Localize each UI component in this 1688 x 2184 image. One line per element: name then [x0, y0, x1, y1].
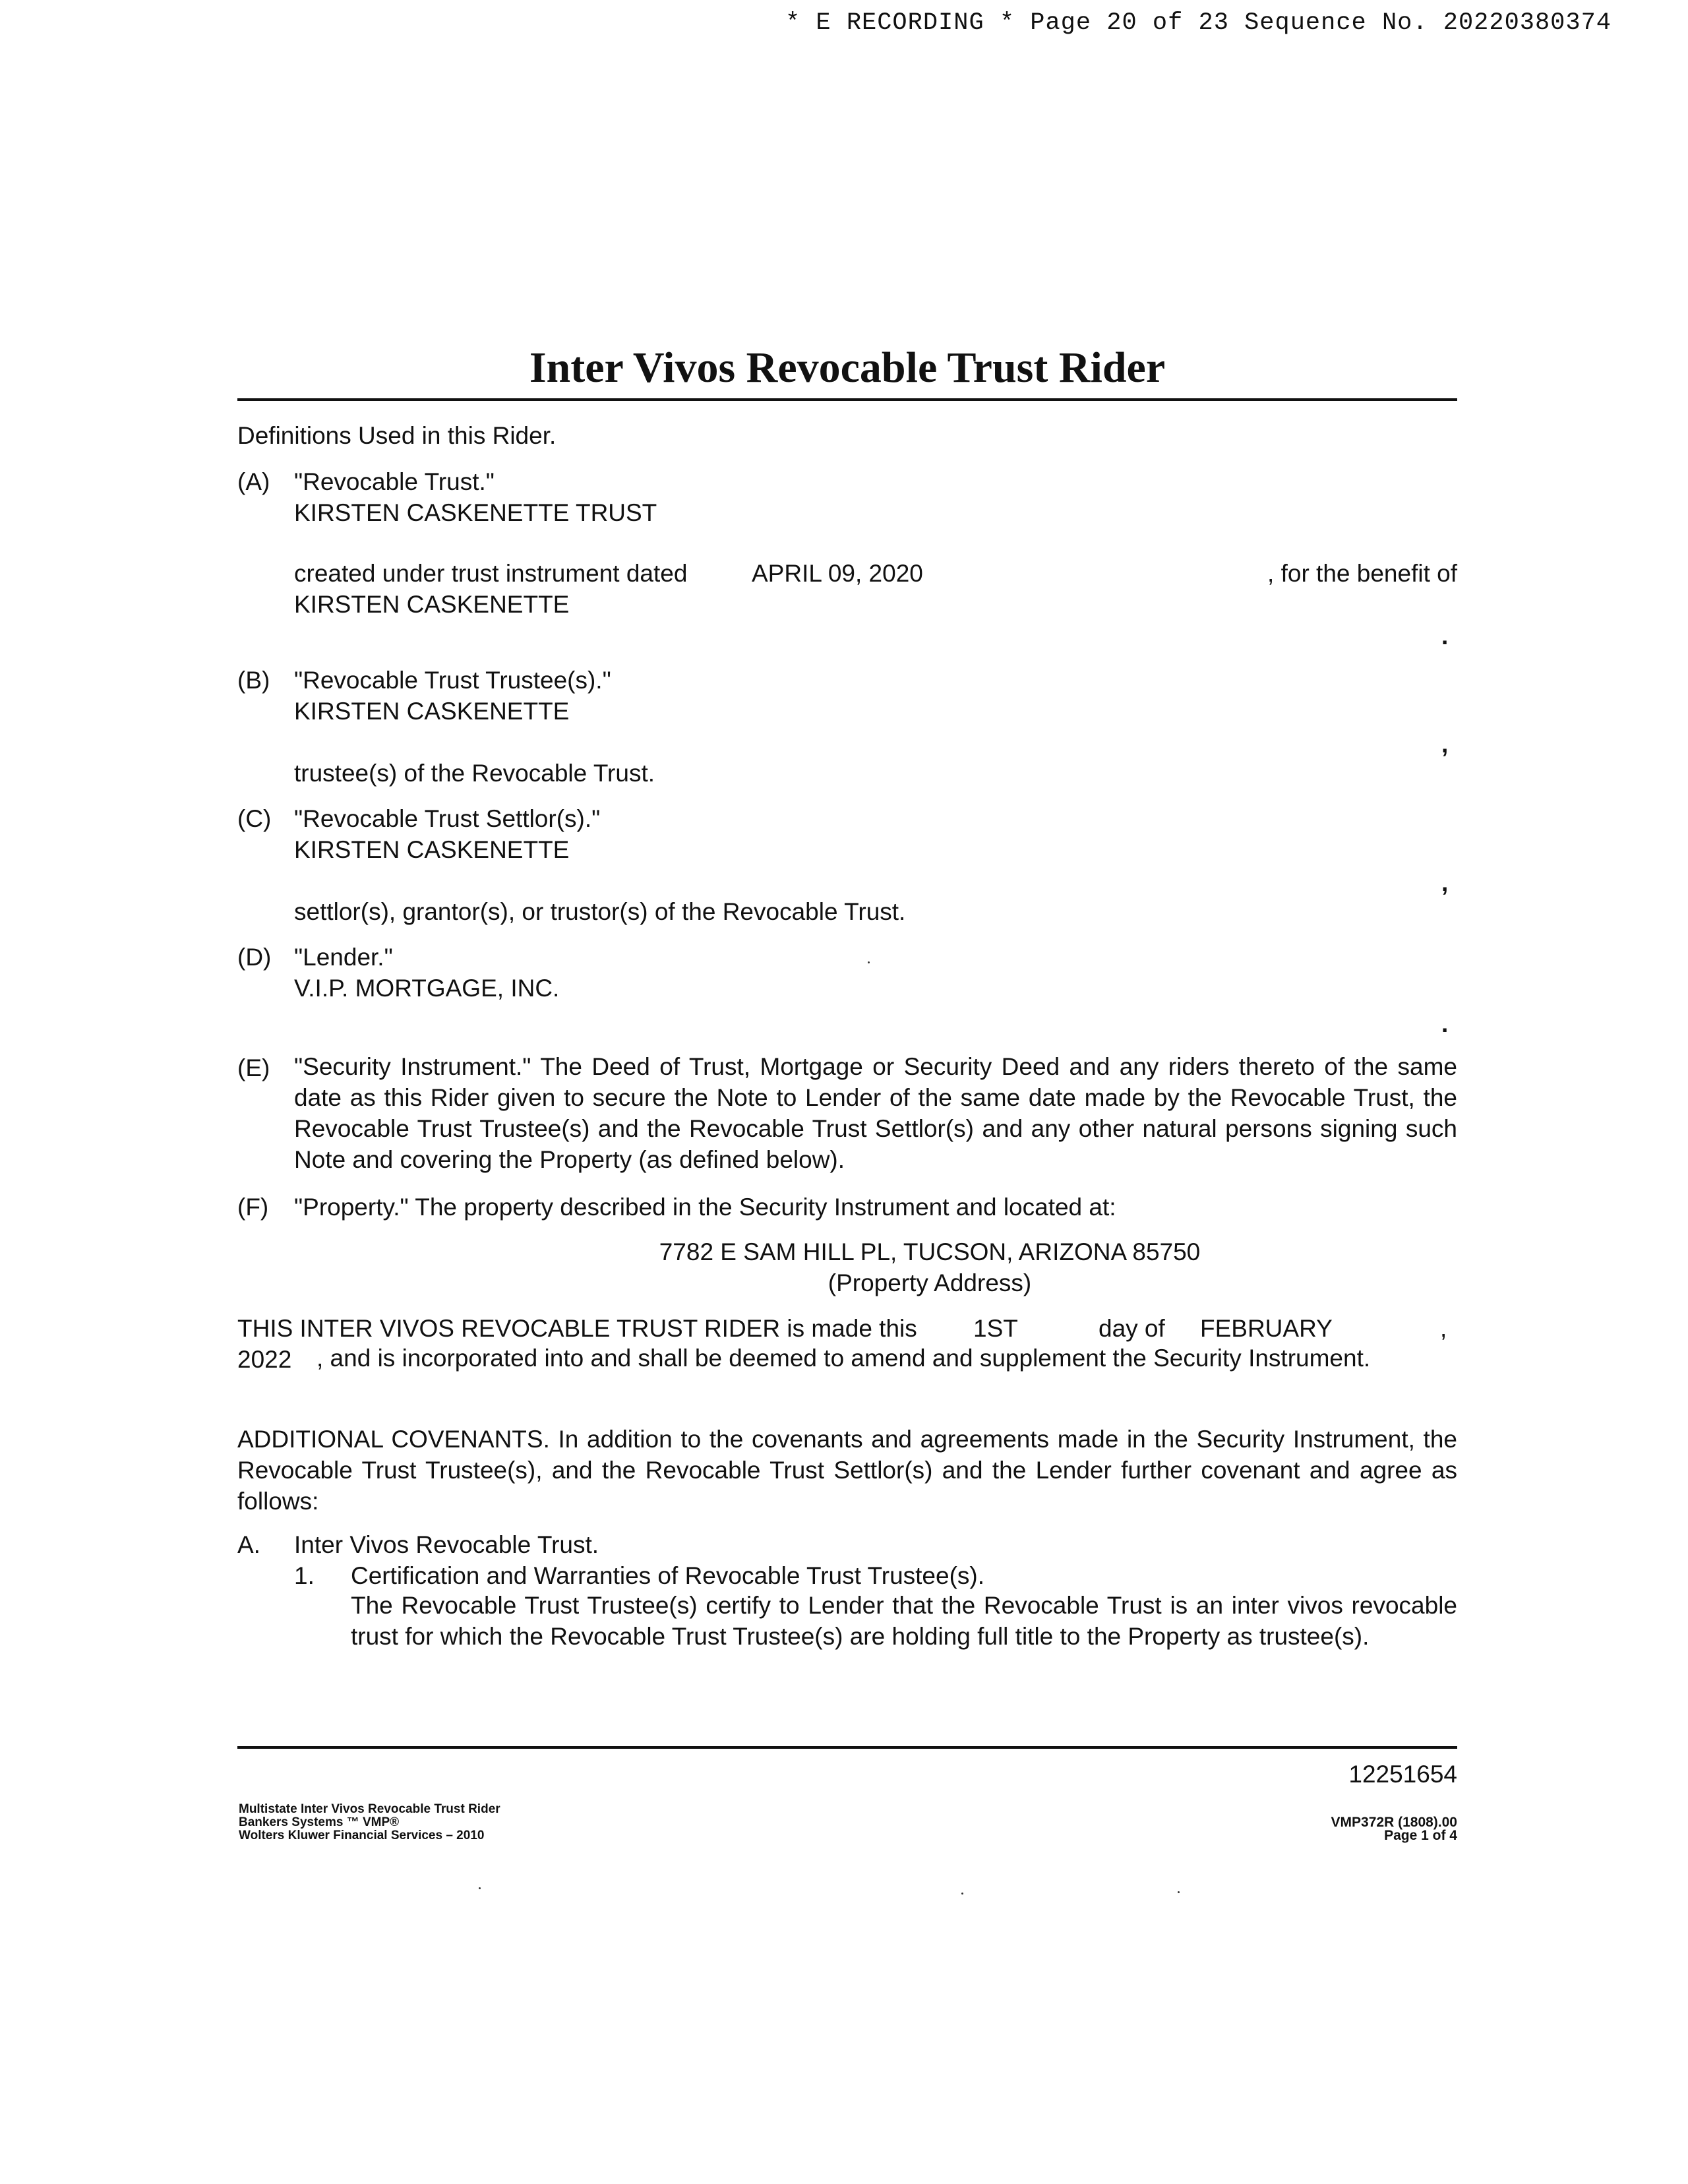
section-a-item-heading: Certification and Warranties of Revocable Trust Trustee(s). — [351, 1562, 985, 1589]
made-this-year: 2022 — [237, 1346, 292, 1373]
def-c-label: (C) — [237, 805, 272, 832]
scan-speck — [1178, 1891, 1180, 1893]
def-a-beneficiary: KIRSTEN CASKENETTE — [294, 591, 570, 618]
made-this-month: FEBRUARY — [1200, 1315, 1333, 1342]
def-a-period: . — [1441, 622, 1449, 650]
def-d-heading: "Lender." — [294, 944, 393, 971]
def-d-period: . — [1441, 1010, 1449, 1037]
made-this-lead: THIS INTER VIVOS REVOCABLE TRUST RIDER is made this — [237, 1315, 917, 1342]
def-b-label: (B) — [237, 667, 270, 694]
def-c-tail: settlor(s), grantor(s), or trustor(s) of the Revocable Trust. — [294, 898, 906, 925]
def-c-comma: , — [1441, 869, 1449, 896]
def-b-name: KIRSTEN CASKENETTE — [294, 698, 570, 725]
made-this-day: 1ST — [973, 1315, 1018, 1342]
scan-speck — [868, 961, 870, 963]
def-b-comma: , — [1441, 731, 1449, 758]
def-f-label: (F) — [237, 1194, 269, 1221]
footer-rule — [237, 1746, 1457, 1749]
made-this-day-of: day of — [1099, 1315, 1165, 1342]
scan-speck — [961, 1893, 963, 1895]
property-address-caption: (Property Address) — [828, 1269, 1032, 1296]
def-f-text: "Property." The property described in the Security Instrument and located at: — [294, 1194, 1116, 1221]
def-d-label: (D) — [237, 944, 272, 971]
def-b-tail: trustee(s) of the Revocable Trust. — [294, 760, 655, 787]
def-a-heading: "Revocable Trust." — [294, 468, 495, 495]
section-a-label: A. — [237, 1531, 260, 1558]
section-a-item-text: The Revocable Trust Trustee(s) certify to Lender that the Revocable Trust is an inter vivos revocable trust for which the Revocable Trust Trustee(s) are holding full title to the Property as trustee(s). — [351, 1592, 1457, 1650]
additional-covenants: ADDITIONAL COVENANTS. In addition to the covenants and agreements made in the Security Instrument, the Revocable Trust Trustee(s), and the Revocable Trust Settlor(s) and the Lender further covenant and agree as follows: — [237, 1426, 1457, 1515]
section-a-item-number: 1. — [294, 1562, 315, 1589]
page-number: Page 1 of 4 — [1384, 1828, 1457, 1843]
made-this-comma: , — [1440, 1315, 1447, 1342]
def-b-heading: "Revocable Trust Trustee(s)." — [294, 667, 611, 694]
def-a-date: APRIL 09, 2020 — [752, 560, 923, 587]
scan-speck — [479, 1887, 481, 1889]
def-c-heading: "Revocable Trust Settlor(s)." — [294, 805, 601, 832]
def-a-trust-name: KIRSTEN CASKENETTE TRUST — [294, 499, 657, 526]
def-a-created-text: created under trust instrument dated — [294, 560, 688, 587]
title-rule — [237, 398, 1457, 401]
loan-number: 12251654 — [1348, 1761, 1457, 1788]
def-d-name: V.I.P. MORTGAGE, INC. — [294, 975, 560, 1002]
form-publisher: Bankers Systems ™ VMP® — [239, 1815, 400, 1829]
recording-stamp: * E RECORDING * Page 20 of 23 Sequence No. 20220380374 — [785, 9, 1612, 37]
def-e-text: "Security Instrument." The Deed of Trust, Mortgage or Security Deed and any riders thereto of the same date as this Rider given to secure the Note to Lender of the same date made by the Revocable Trust, the Revocable Trust Trustee(s) and the Revocable Trust Settlor(s) and any other natural persons signing such Note and covering the Property (as defined below). — [294, 1053, 1457, 1173]
def-a-benefit-text: , for the benefit of — [1267, 560, 1457, 587]
form-code: VMP372R (1808).00 — [1331, 1815, 1457, 1830]
form-copyright: Wolters Kluwer Financial Services – 2010 — [239, 1829, 485, 1842]
form-title: Multistate Inter Vivos Revocable Trust Rider — [239, 1802, 500, 1816]
document-title: Inter Vivos Revocable Trust Rider — [529, 344, 1166, 392]
def-c-name: KIRSTEN CASKENETTE — [294, 836, 570, 863]
definitions-intro: Definitions Used in this Rider. — [237, 422, 557, 449]
def-e-label: (E) — [237, 1054, 270, 1081]
section-a-heading: Inter Vivos Revocable Trust. — [294, 1531, 599, 1558]
def-a-label: (A) — [237, 468, 270, 495]
made-this-rest: , and is incorporated into and shall be deemed to amend and supplement the Security Instrument. — [316, 1345, 1371, 1372]
property-address: 7782 E SAM HILL PL, TUCSON, ARIZONA 85750 — [659, 1238, 1201, 1265]
